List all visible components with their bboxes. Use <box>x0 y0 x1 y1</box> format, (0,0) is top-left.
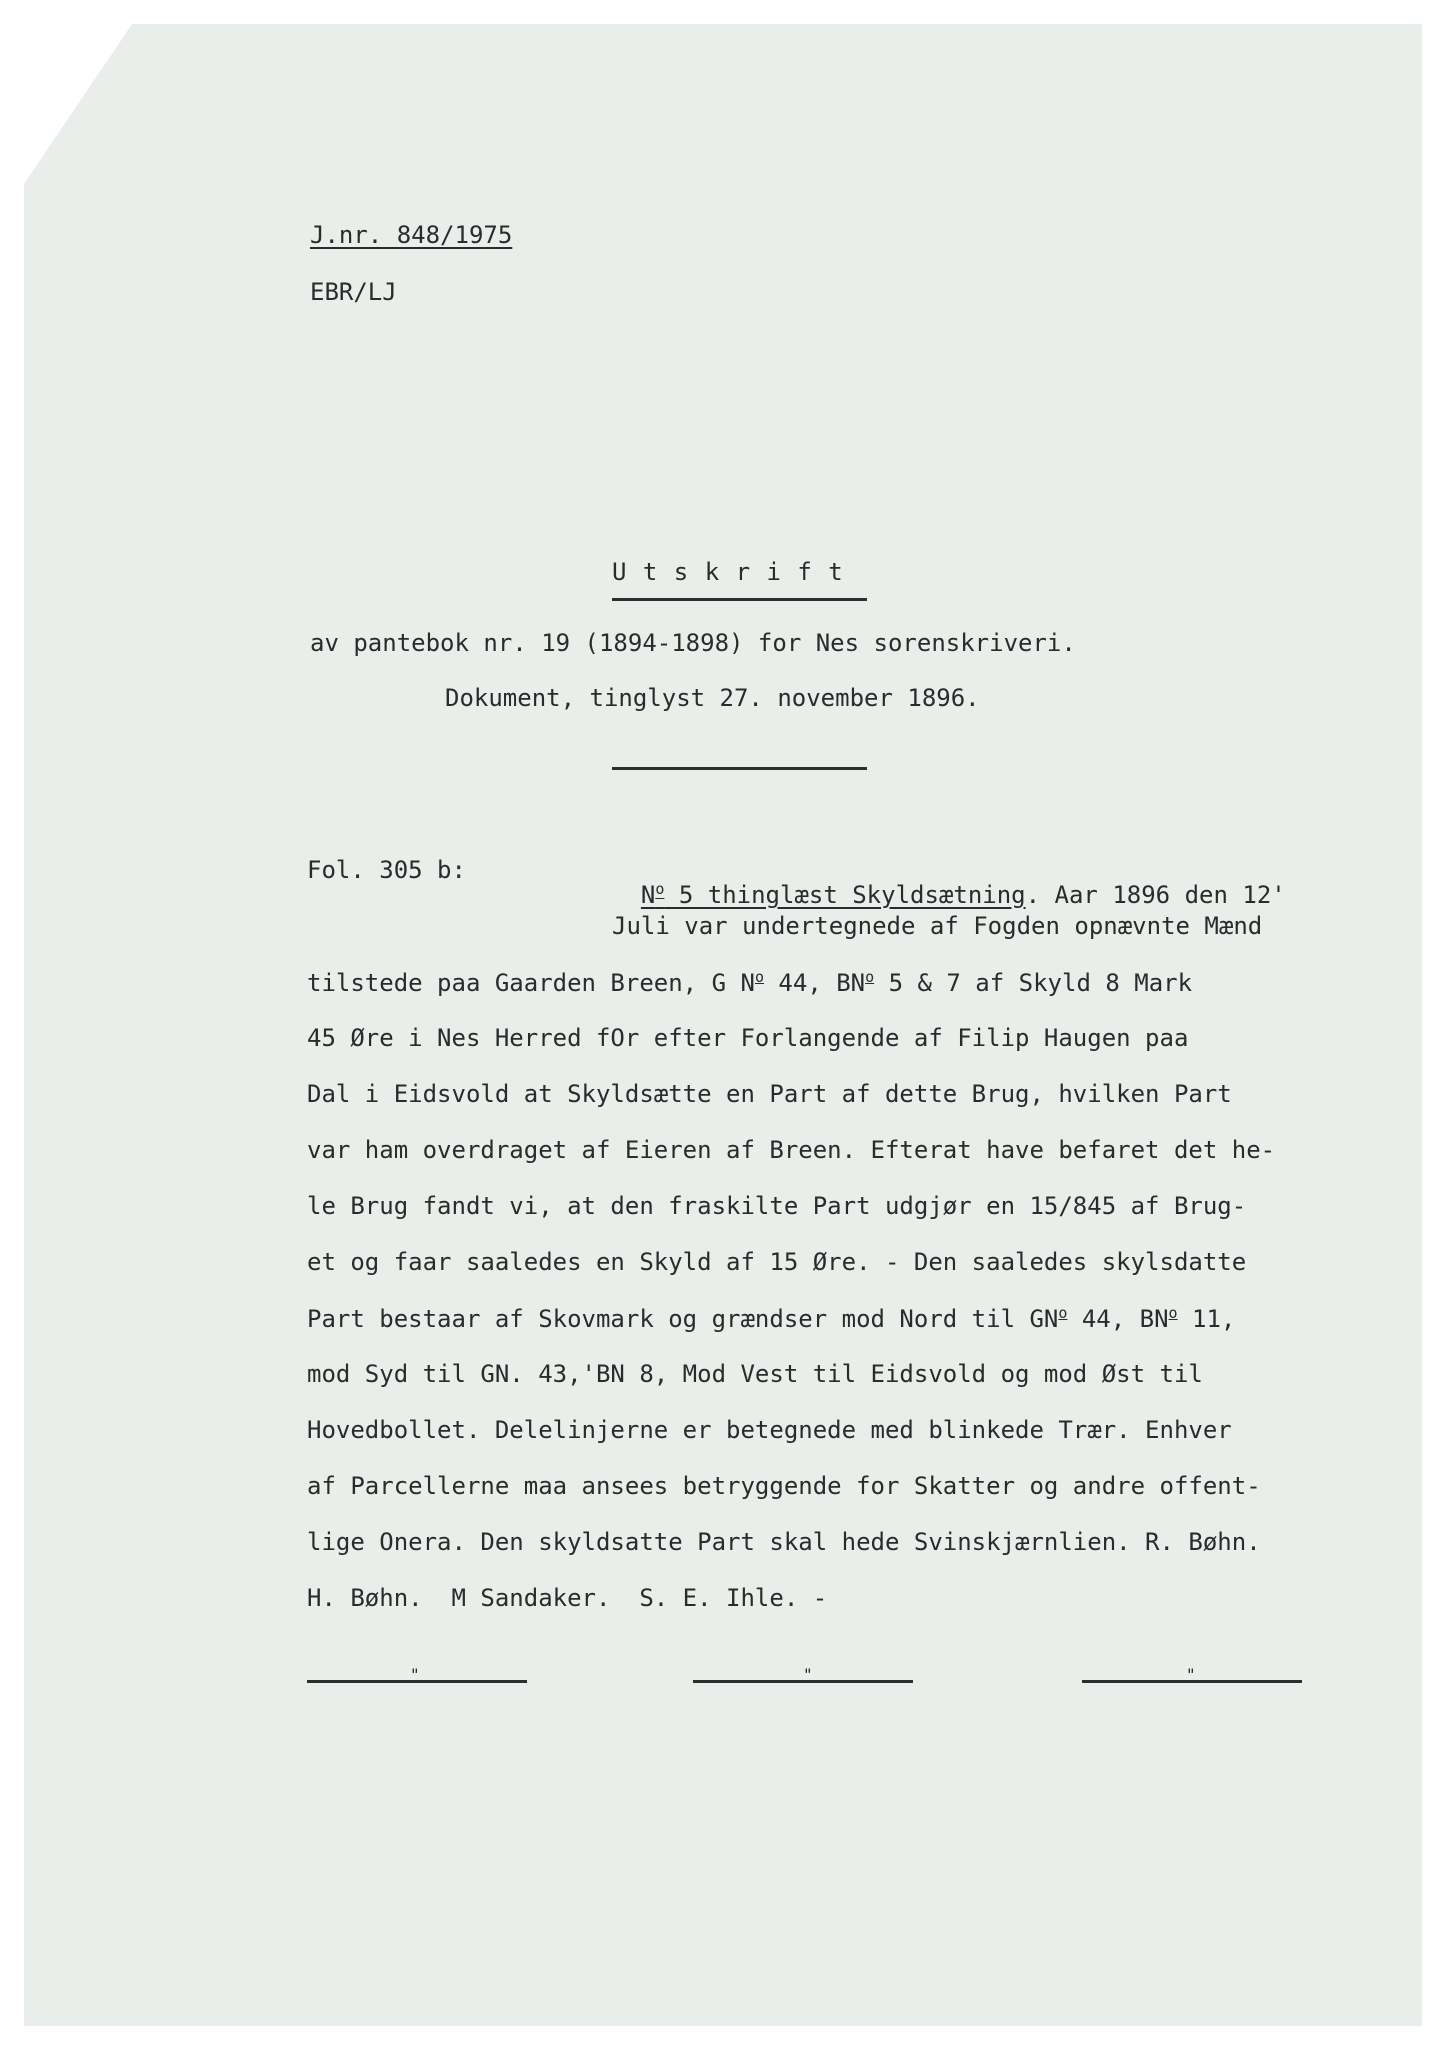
body-line-3 <box>307 970 1192 995</box>
entry-heading <box>641 881 1026 909</box>
footer-mark-right: " <box>1186 1665 1196 1684</box>
journal-number: J.nr. 848/1975 <box>310 221 513 249</box>
line-3-part-c: 5 & 7 af Skyld 8 Mark <box>874 969 1193 997</box>
entry-heading-line <box>612 858 1286 907</box>
body-line-11: Hovedbollet. Delelinjerne er betegnede med blinkede Trær. Enhver <box>307 1416 1232 1444</box>
body-line-9 <box>307 1306 1235 1331</box>
entry-heading-text: 5 thinglæst Skyldsætning <box>664 881 1026 909</box>
body-line-2: Juli var undertegnede af Fogden opnævnte Mænd <box>612 912 1263 940</box>
line-3-superscript-2: o <box>865 968 875 986</box>
line-9-superscript-2: o <box>1168 1304 1178 1322</box>
footer-mark-center: " <box>803 1665 813 1684</box>
entry-heading-tail: . Aar 1896 den 12' <box>1025 881 1286 909</box>
body-line-4: 45 Øre i Nes Herred fOr efter Forlangende af Filip Haugen paa <box>307 1024 1189 1052</box>
line-3-superscript-1: o <box>754 968 764 986</box>
body-line-14: H. Bøhn. M Sandaker. S. E. Ihle. - <box>307 1584 828 1612</box>
title-separator <box>612 767 867 770</box>
reference-initials: EBR/LJ <box>310 278 397 306</box>
line-3-part-b: 44, BN <box>763 969 866 997</box>
body-line-12: af Parcellerne maa ansees betryggende for Skatter og andre offent- <box>307 1472 1261 1500</box>
document-heading: U t s k r i f t <box>612 558 844 586</box>
line-9-part-c: 11, <box>1177 1305 1236 1333</box>
number-prefix: N <box>640 881 656 909</box>
body-line-5: Dal i Eidsvold at Skyldsætte en Part af dette Brug, hvilken Part <box>307 1080 1232 1108</box>
folio-reference: Fol. 305 b: <box>307 856 466 884</box>
heading-underline <box>612 598 867 601</box>
body-line-8: et og faar saaledes en Skyld af 15 Øre. - Den saaledes skylsdatte <box>307 1248 1247 1276</box>
body-line-6: var ham overdraget af Eieren af Breen. Efterat have befaret det he- <box>307 1136 1276 1164</box>
document-subtitle-date: Dokument, tinglyst 27. november 1896. <box>445 684 980 712</box>
document-subtitle-source: av pantebok nr. 19 (1894-1898) for Nes sorenskriveri. <box>310 629 1076 657</box>
number-superscript: o <box>655 880 665 898</box>
line-9-part-b: 44, BN <box>1067 1305 1169 1333</box>
line-9-superscript-1: o <box>1058 1304 1068 1322</box>
footer-mark-left: " <box>410 1665 420 1684</box>
body-line-7: le Brug fandt vi, at den fraskilte Part udgjør en 15/845 af Brug- <box>307 1192 1247 1220</box>
body-line-13: lige Onera. Den skyldsatte Part skal hede Svinskjærnlien. R. Bøhn. <box>307 1528 1261 1556</box>
line-3-part-a: tilstede paa Gaarden Breen, G N <box>307 969 755 997</box>
line-9-part-a: Part bestaar af Skovmark og grændser mod Nord til GN <box>307 1305 1059 1333</box>
body-line-10: mod Syd til GN. 43,'BN 8, Mod Vest til Eidsvold og mod Øst til <box>307 1360 1203 1388</box>
